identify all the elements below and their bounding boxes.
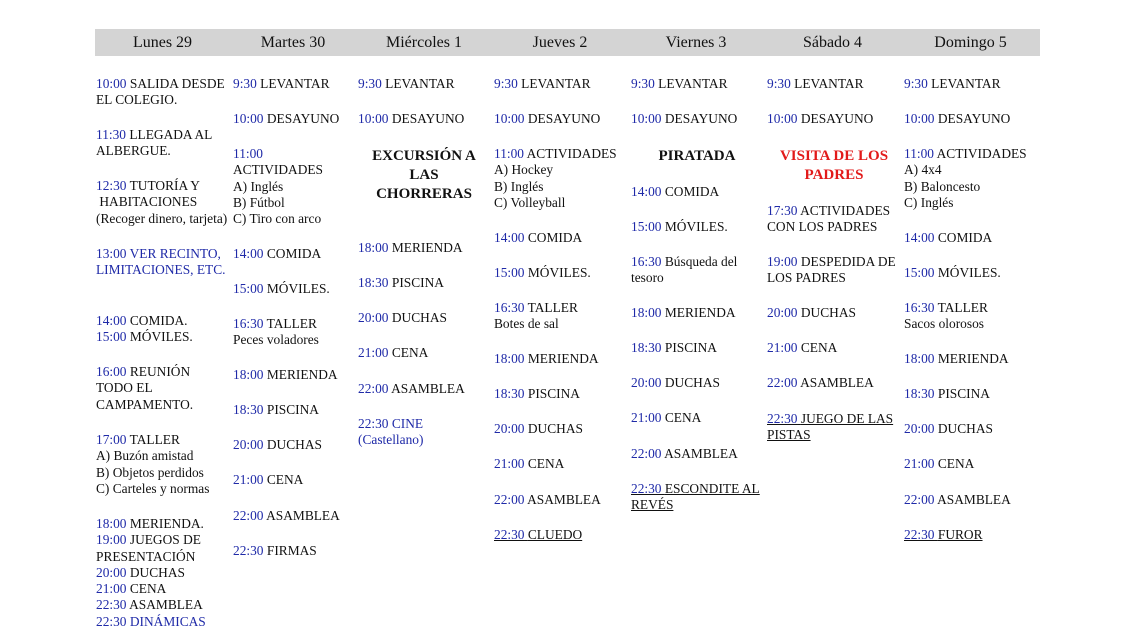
schedule-entry: 22:30 FUROR <box>904 527 983 542</box>
schedule-entry: 20:00 DUCHAS <box>494 421 583 436</box>
schedule-entry: 18:00 MERIENDA <box>494 351 599 366</box>
schedule-entry: 20:00 DUCHAS <box>767 305 856 320</box>
schedule-entry: 19:00 DESPEDIDA DE LOS PADRES <box>767 254 896 286</box>
schedule-entry: 10:00 DESAYUNO <box>767 111 874 126</box>
schedule-entry: 14:00 COMIDA <box>631 184 720 199</box>
schedule-entry: 10:00 DESAYUNO <box>631 111 738 126</box>
schedule-entry: 9:30 LEVANTAR <box>494 76 591 91</box>
schedule-entry: 22:30 CLUEDO <box>494 527 583 542</box>
schedule-entry: 15:00 MÓVILES. <box>233 281 330 296</box>
schedule-entry: 12:30 TUTORÍA Y HABITACIONES (Recoger dinero, tarjeta) <box>96 178 228 226</box>
schedule-entry: 11:00 ACTIVIDADES A) Hockey B) Inglés C) Volleyball <box>494 146 617 210</box>
schedule-entry: 10:00 DESAYUNO <box>233 111 340 126</box>
special-event-excursion: EXCURSIÓN A LAS CHORRERAS <box>372 148 476 202</box>
schedule-entry: 20:00 DUCHAS <box>233 437 322 452</box>
schedule-entry: 16:30 Búsqueda del tesoro <box>631 254 738 286</box>
schedule-entry: 22:00 ASAMBLEA <box>767 375 874 390</box>
schedule-entry: 18:30 PISCINA <box>904 386 990 401</box>
schedule-entry: 16:30 TALLER Peces voladores <box>233 316 319 348</box>
schedule-entry: 15:00 MÓVILES. <box>631 219 728 234</box>
schedule-entry: 18:30 PISCINA <box>358 275 444 290</box>
schedule-entry: 22:30 ESCONDITE AL REVÉS <box>631 481 760 513</box>
schedule-entry: 10:00 DESAYUNO <box>358 111 465 126</box>
schedule-entry: 9:30 LEVANTAR <box>904 76 1001 91</box>
schedule-entry: 18:00 MERIENDA <box>358 240 463 255</box>
schedule-entry: 21:00 CENA <box>494 456 565 471</box>
schedule-entry: 21:00 CENA <box>904 456 975 471</box>
schedule-entry: 21:00 CENA <box>358 345 429 360</box>
schedule-entry: 17:30 ACTIVIDADES CON LOS PADRES <box>767 203 891 235</box>
schedule-entry: 9:30 LEVANTAR <box>767 76 864 91</box>
schedule-entry: 14:00 COMIDA <box>233 246 322 261</box>
schedule-entry: 18:30 PISCINA <box>631 340 717 355</box>
schedule-entry: 10:00 DESAYUNO <box>494 111 601 126</box>
special-event-parents-visit: VISITA DE LOS PADRES <box>779 148 889 183</box>
schedule-entry: 14:00 COMIDA <box>904 230 993 245</box>
schedule-entry: 15:00 MÓVILES. <box>904 265 1001 280</box>
schedule-entry: 9:30 LEVANTAR <box>358 76 455 91</box>
schedule-entry: 18:00 MERIENDA <box>233 367 338 382</box>
special-event-piratada: PIRATADA <box>658 148 736 164</box>
schedule-entry: 14:00 COMIDA. 15:00 MÓVILES. <box>96 313 193 345</box>
schedule-entry: 14:00 COMIDA <box>494 230 583 245</box>
day-header-sunday: Domingo 5 <box>934 34 1007 51</box>
schedule-entry: 22:00 ASAMBLEA <box>494 492 601 507</box>
schedule-entry: 18:00 MERIENDA <box>631 305 736 320</box>
schedule-entry: 11:00 ACTIVIDADES A) Inglés B) Fútbol C) Tiro con arco <box>233 146 324 227</box>
day-header-monday: Lunes 29 <box>132 34 193 51</box>
schedule-entry: 22:00 ASAMBLEA <box>904 492 1011 507</box>
schedule-entry: 9:30 LEVANTAR <box>631 76 728 91</box>
schedule-entry: 22:00 ASAMBLEA <box>358 381 465 396</box>
day-header-thursday: Jueves 2 <box>532 34 588 51</box>
schedule-entry: 18:30 PISCINA <box>494 386 580 401</box>
schedule-entry: 21:00 CENA <box>767 340 838 355</box>
schedule-entry: 16:30 TALLER Botes de sal <box>494 300 578 332</box>
schedule-entry: 21:00 CENA <box>631 410 702 425</box>
day-header-bar <box>95 29 1040 56</box>
day-header-tuesday: Martes 30 <box>260 34 326 51</box>
schedule-entry: 22:00 ASAMBLEA <box>233 508 340 523</box>
schedule-entry: 18:30 PISCINA <box>233 402 319 417</box>
schedule-entry: 18:00 MERIENDA <box>904 351 1009 366</box>
schedule-entry: 22:30 FIRMAS <box>233 543 317 558</box>
schedule-entry: 11:00 ACTIVIDADES A) 4x4 B) Baloncesto C) Inglés <box>904 146 1027 210</box>
schedule-entry: 22:30 CINE (Castellano) <box>358 416 424 448</box>
schedule-entry: 10:00 DESAYUNO <box>904 111 1011 126</box>
schedule-entry: 13:00 VER RECINTO, LIMITACIONES, ETC. <box>96 246 226 278</box>
schedule-entry: 16:30 TALLER Sacos olorosos <box>904 300 988 332</box>
schedule-entry: 18:00 MERIENDA. 19:00 JUEGOS DE PRESENTACIÓN 20:00 DUCHAS 21:00 CENA 22:30 ASAMBLEA 22:30 DINÁMICAS <box>96 516 206 629</box>
schedule-entry: 20:00 DUCHAS <box>904 421 993 436</box>
day-header-wednesday: Miércoles 1 <box>386 34 462 51</box>
schedule-entry: 20:00 DUCHAS <box>358 310 447 325</box>
schedule-entry: 20:00 DUCHAS <box>631 375 720 390</box>
day-header-saturday: Sábado 4 <box>802 34 863 51</box>
schedule-entry: 10:00 SALIDA DESDE EL COLEGIO. <box>96 76 225 108</box>
schedule-entry: 22:00 ASAMBLEA <box>631 446 738 461</box>
schedule-entry: 9:30 LEVANTAR <box>233 76 330 91</box>
day-header-friday: Viernes 3 <box>665 34 727 51</box>
schedule-entry: 17:00 TALLER A) Buzón amistad B) Objetos perdidos C) Carteles y normas <box>96 432 210 496</box>
schedule-entry: 16:00 REUNIÓN TODO EL CAMPAMENTO. <box>96 364 194 412</box>
schedule-entry: 15:00 MÓVILES. <box>494 265 591 280</box>
schedule-entry: 22:30 JUEGO DE LAS PISTAS <box>767 411 894 443</box>
schedule-entry: 11:30 LLEGADA AL ALBERGUE. <box>96 127 213 159</box>
schedule-entry: 21:00 CENA <box>233 472 304 487</box>
